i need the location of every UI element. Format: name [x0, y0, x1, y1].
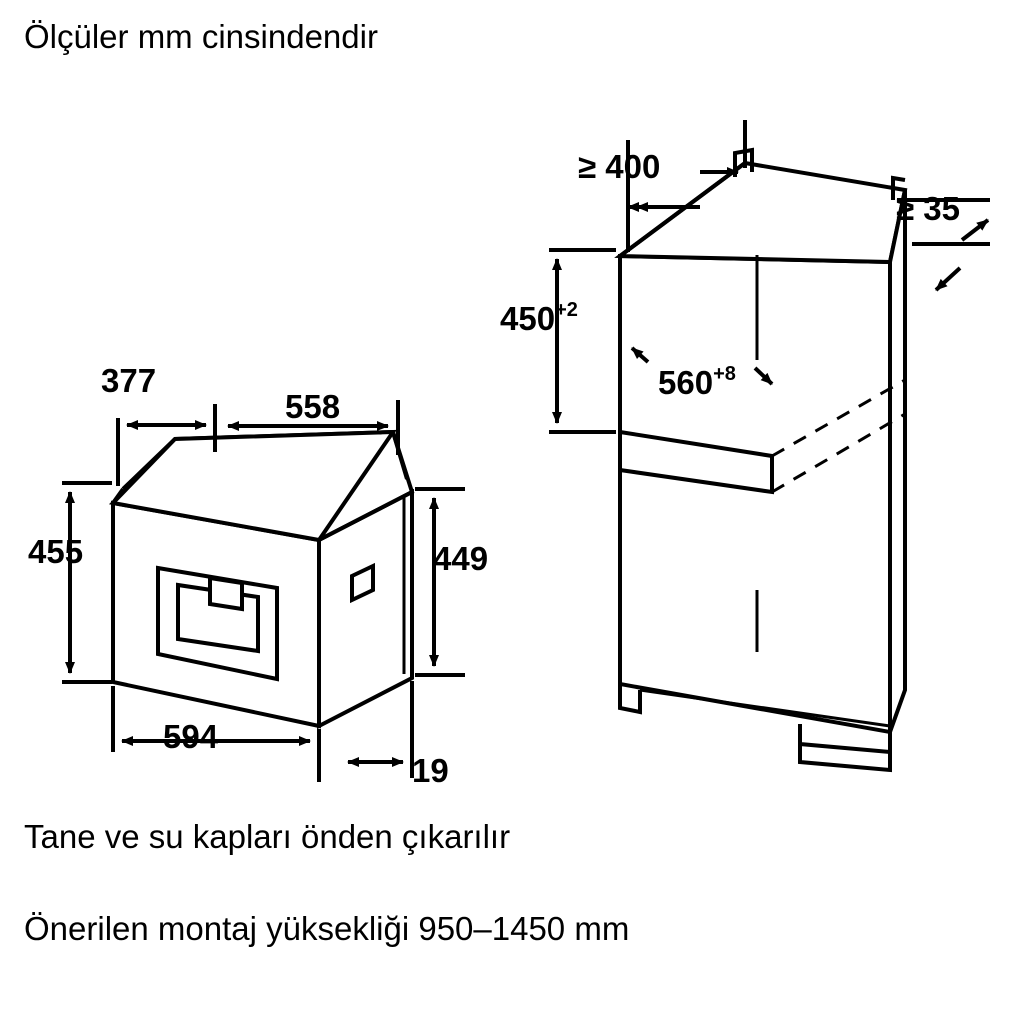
- dim-tolerance-450: +2: [555, 299, 578, 321]
- appliance-drawing: [113, 432, 412, 726]
- dim-tolerance-560: +8: [713, 363, 736, 385]
- dim-value-450: 450: [500, 300, 556, 337]
- niche-drawing: [620, 150, 905, 770]
- dim-label-455: 455: [28, 533, 84, 570]
- dim-value-560: 560: [658, 364, 714, 401]
- dim-label-560: [658, 364, 736, 402]
- dim-label-377: 377: [101, 362, 157, 399]
- note-recommended-install-height: Önerilen montaj yüksekliği 950–1450 mm: [24, 910, 630, 947]
- dim-label-35: ≥ 35: [896, 190, 960, 227]
- dim-label-449: 449: [433, 540, 489, 577]
- note-containers-front-removable: Tane ve su kapları önden çıkarılır: [24, 818, 511, 855]
- dim-label-594: 594: [163, 718, 219, 755]
- dim-label-400: ≥ 400: [578, 148, 661, 185]
- page-title: Ölçüler mm cinsindendir: [24, 18, 378, 55]
- dim-label-450: [500, 300, 578, 338]
- dim-label-19: 19: [412, 752, 449, 789]
- dim-label-558: 558: [285, 388, 341, 425]
